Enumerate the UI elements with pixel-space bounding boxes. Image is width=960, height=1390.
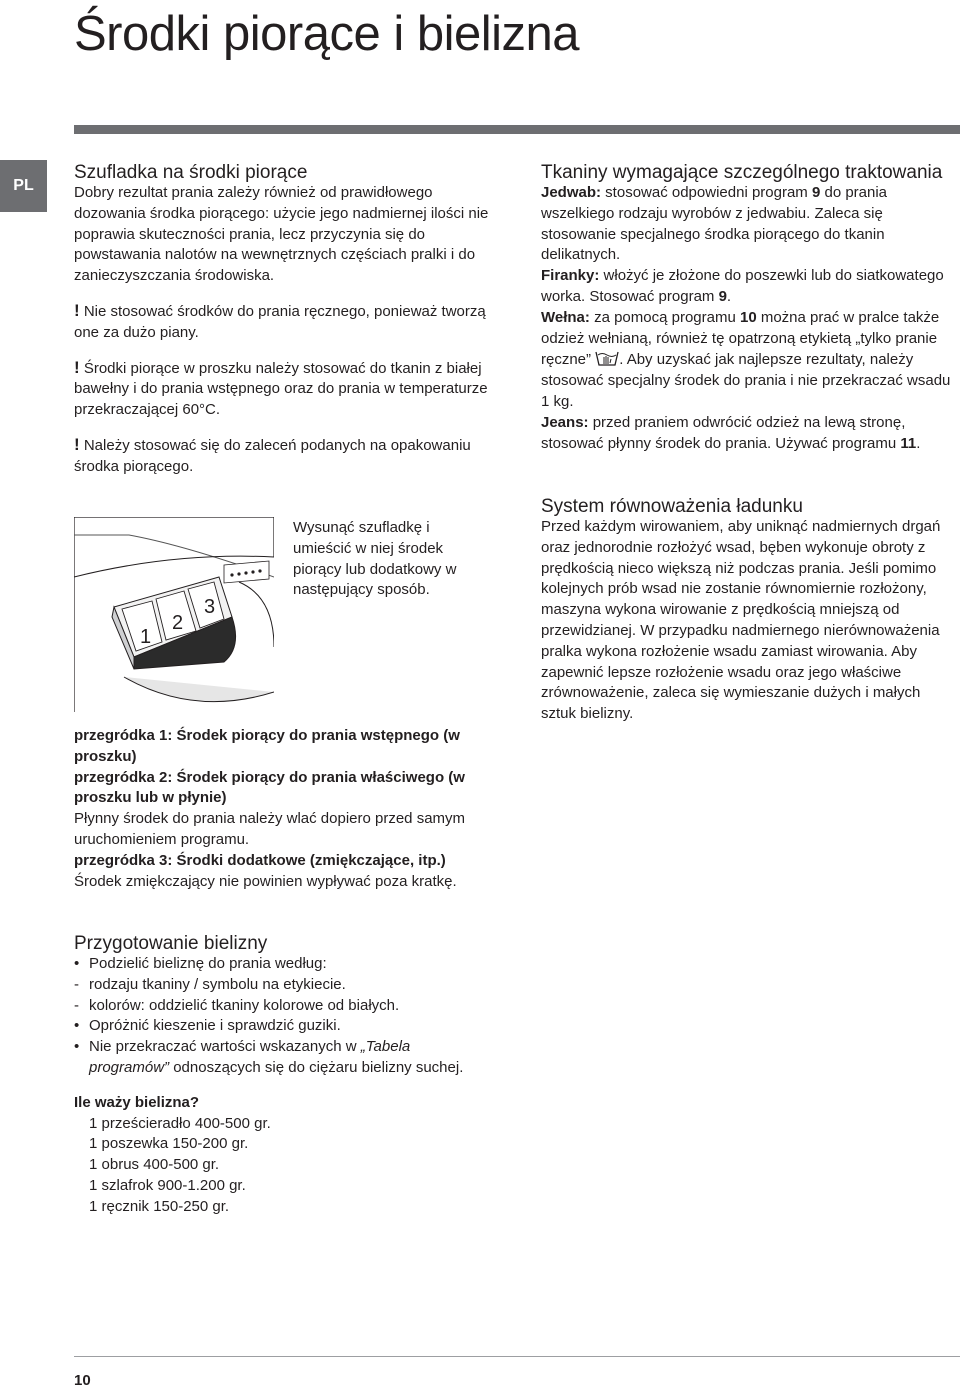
list-item-text: Opróżnić kieszenie i sprawdzić guziki. <box>89 1017 341 1035</box>
list-item-text: rodzaju tkaniny / symbolu na etykiecie. <box>89 975 346 993</box>
silk-label: Jedwab: <box>541 184 602 201</box>
program-number: 9 <box>718 287 727 305</box>
compartment-3-note: Środek zmiękczający nie powinien wypływać poza kratkę. <box>74 872 457 890</box>
list-item <box>74 975 494 996</box>
language-tab: PL <box>0 160 47 212</box>
wool-text: za pomocą programu <box>589 308 740 326</box>
list-item-text: Nie przekraczać wartości wskazanych w <box>89 1038 361 1056</box>
compartment-2-note: Płynny środek do prania należy wlać dopiero przed samym uruchomieniem programu. <box>74 810 466 848</box>
compartments-section <box>74 726 504 892</box>
drawer-heading: Szufladka na środki piorące <box>74 162 308 183</box>
compartment-3-heading: przegródka 3: Środki dodatkowe (zmiękczające, itp.) <box>74 851 446 869</box>
warning-mark: ! <box>74 357 80 377</box>
hand-wash-icon <box>595 349 619 367</box>
compartment-3-label: 3 <box>204 596 216 618</box>
warning-mark: ! <box>74 300 80 320</box>
detergent-drawer-illustration <box>74 517 274 712</box>
weight-item: 1 ręcznik 150-250 gr. <box>89 1197 230 1215</box>
balance-heading: System równoważenia ładunku <box>541 496 803 517</box>
list-item-text: kolorów: oddzielić tkaniny kolorowe od białych. <box>89 996 400 1014</box>
prep-heading: Przygotowanie bielizny <box>74 933 268 954</box>
drawer-section <box>74 162 494 478</box>
compartment-1-label: 1 <box>140 626 152 648</box>
curtains-text: włożyć je złożone do poszewki lub do siatkowatego worka. Stosować program <box>541 267 944 305</box>
silk-text: do prania wszelkiego rodzaju wyrobów z jedwabiu. Zaleca się stosowanie specjalnego środka piorącego do tkanin delikatnych. <box>541 184 888 264</box>
list-item <box>74 954 494 975</box>
weights-heading: Ile waży bielizna? <box>74 1093 200 1111</box>
fabrics-heading: Tkaniny wymagające szczególnego traktowania <box>541 162 943 183</box>
page-title: Środki piorące i bielizna <box>74 7 579 61</box>
weight-item: 1 szlafrok 900-1.200 gr. <box>89 1176 246 1194</box>
bullet-marker: - <box>74 975 79 993</box>
program-number: 9 <box>811 184 821 201</box>
list-item <box>74 1037 494 1079</box>
wool-text: . Aby uzyskać jak najlepsze rezultaty, należy stosować specjalny środek do prania i nie przekraczać wsadu 1 kg. <box>541 351 951 410</box>
weight-item: 1 prześcieradło 400-500 gr. <box>89 1114 271 1132</box>
curtains-text: . <box>726 287 732 305</box>
prep-section <box>74 933 494 1218</box>
drawer-intro: Dobry rezultat prania zależy również od prawidłowego dozowania środka piorącego: użycie jego nadmiernej ilości nie poprawia skuteczności prania, lecz przyczynia się do powstawania nalotów na wewnętrznych częściach pralki i do zanieczyszczania środowiska. <box>74 184 489 285</box>
program-table-reference: „Tabela programów” <box>89 1038 411 1076</box>
prep-list <box>74 954 494 1079</box>
warning-text: Środki piorące w proszku należy stosować do tkanin z białej bawełny i do prania wstępnego oraz do prania w temperaturze przekraczającej 60°C. <box>74 359 488 419</box>
compartment-2-label: 2 <box>172 612 184 634</box>
weights-list <box>74 1114 494 1218</box>
warning-hand-wash <box>74 301 494 344</box>
silk-paragraph <box>541 183 959 266</box>
page-number: 10 <box>74 1372 91 1389</box>
program-number: 11 <box>900 434 917 452</box>
bullet-marker: - <box>74 996 79 1014</box>
silk-text: stosować odpowiedni program <box>601 184 812 201</box>
warning-text: Należy stosować się do zaleceń podanych na opakowaniu środka piorącego. <box>74 436 471 475</box>
curtains-label: Firanky: <box>541 267 600 285</box>
curtains-paragraph <box>541 266 959 308</box>
weight-item: 1 obrus 400-500 gr. <box>89 1156 220 1174</box>
bullet-marker: • <box>74 955 80 972</box>
balance-section <box>541 496 959 725</box>
compartment-2-heading: przegródka 2: Środek piorący do prania właściwego (w proszku lub w płynie) <box>74 768 465 807</box>
warning-text: Nie stosować środków do prania ręcznego, ponieważ tworzą one za dużo piany. <box>74 302 486 341</box>
bullet-marker: • <box>74 1038 80 1056</box>
jeans-label: Jeans: <box>541 413 589 431</box>
jeans-text: . <box>916 434 921 452</box>
warning-mark: ! <box>74 434 80 454</box>
warning-powder <box>74 358 494 421</box>
program-number: 10 <box>739 308 757 326</box>
wool-label: Wełna: <box>541 308 590 326</box>
compartment-1-heading: przegródka 1: Środek piorący do prania wstępnego (w proszku) <box>74 727 460 765</box>
warning-packaging <box>74 435 494 478</box>
balance-text: Przed każdym wirowaniem, aby uniknąć nadmiernych drgań oraz jednorodnie rozłożyć wsad, bęben wykonuje obroty z prędkością nieco większą niż podczas prania. Jeśli pomimo kolejnych prób wsad nie zostanie równomiernie rozłożony, maszyna wykona wirowanie z prędkością mniejszą od przewidzianej. W przypadku nadmiernego nierównoważenia pralka wykona rozłożenie wsadu zamiast wirowania. Aby zapewnić lepsze rozłożenie wsadu oraz jego właściwe zrównoważenie, zaleca się wymieszanie dużych i małych sztuk bielizny. <box>541 518 941 723</box>
jeans-paragraph <box>541 413 959 455</box>
list-item-text: odnoszących się do ciężaru bielizny suchej. <box>169 1058 464 1076</box>
list-item-text: Podzielić bieliznę do prania według: <box>89 955 327 972</box>
fabrics-section <box>541 162 959 454</box>
list-item <box>74 996 494 1017</box>
figure-caption: Wysunąć szufladkę i umieścić w niej środek piorący lub dodatkowy w następujący sposób. <box>293 519 457 599</box>
list-item <box>74 1016 494 1037</box>
footer-rule <box>74 1356 960 1357</box>
wool-text: można prać w pralce także odzież wełnianą, również tę opatrzoną etykietą „tylko pranie ręczne” <box>541 308 940 369</box>
bullet-marker: • <box>74 1017 80 1035</box>
header-rule <box>74 125 960 134</box>
weight-item: 1 poszewka 150-200 gr. <box>89 1135 249 1153</box>
jeans-text: przed praniem odwrócić odzież na lewą stronę, stosować płynny środek do prania. Używać programu <box>541 413 906 452</box>
wool-paragraph <box>541 308 959 413</box>
